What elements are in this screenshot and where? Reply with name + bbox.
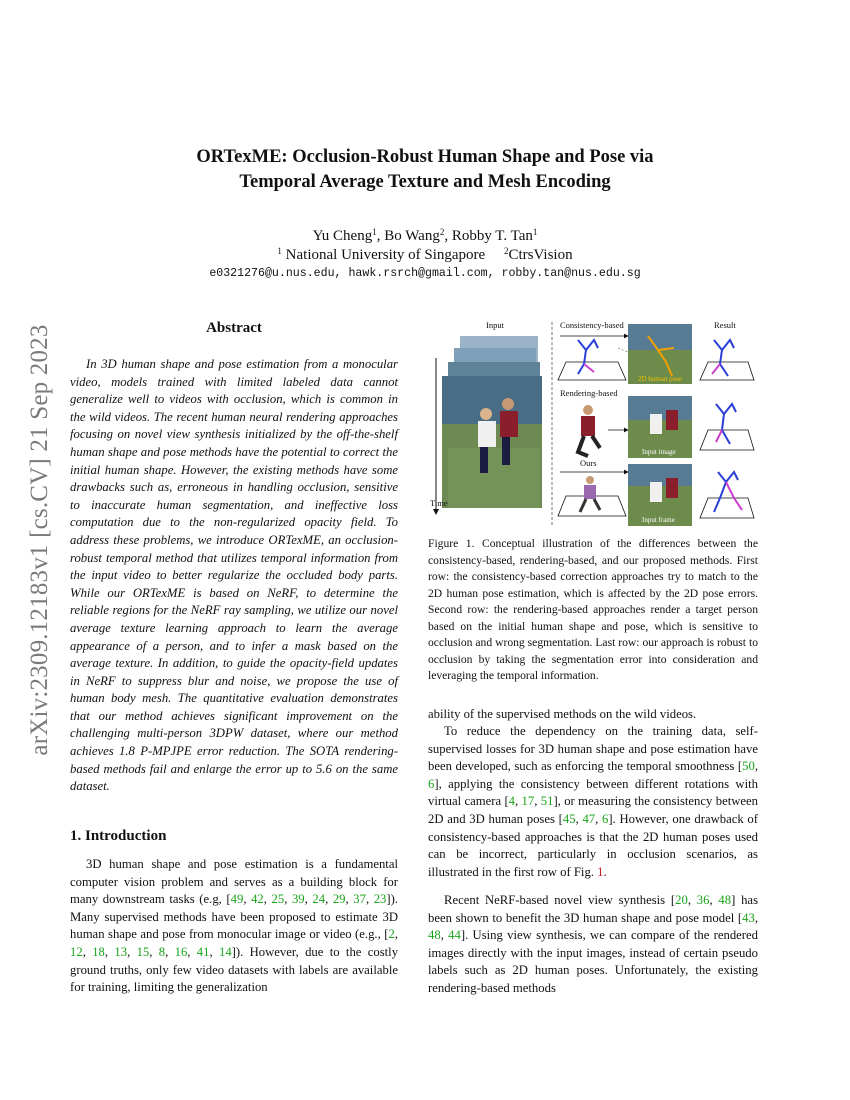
citation-link[interactable]: 16 (174, 944, 188, 959)
citation-link[interactable]: 44 (448, 928, 461, 943)
fig-label-consistency: Consistency-based (560, 320, 624, 330)
citation-link[interactable]: 43 (742, 910, 755, 925)
row2-rendered-person (578, 405, 600, 456)
citation-link[interactable]: 48 (718, 893, 732, 907)
citation-link[interactable]: 18 (92, 944, 105, 959)
abstract-text: In 3D human shape and pose estimation from a monocular video, models trained with limited labeled data cannot generalize well to videos with occlusion, which is common in the wild videos. The recent human neural rendering approaches focusing on novel view synthesis initialized by the off-the-shelf human shape and pose methods have the potential to correct the initial human shape. However, the existing methods have some drawbacks such as, erroneous in handling occlusion, sensitive to inaccurate human segmentation, and ineffective loss computation due to the non-regularized opacity field. To address these problems, we introduce ORTexME, an occlusion-robust temporal method that utilizes temporal information from the input video to better regularize the occluded body parts. While our ORTexME is based on NeRF, to determine the reliable regions for the NeRF ray sampling, we utilize our novel average texture learning approach to learn the average appearance of a person, and to infer a mask based on the average texture. In addition, to guide the opacity-field updates in NeRF to suppress blur and noise, we propose the use of human body mesh. The quantitative evaluation demonstrates that our method achieves significant improvement on the challenging multi-person 3DPW dataset, where our method achieves 1.8 P-MPJPE error reduction. The SOTA rendering-based methods fail and enlarge the error up to 5.6 on the same dataset. (70, 357, 398, 794)
fig-label-input: Input (486, 320, 504, 330)
author-sup: 1 (532, 227, 538, 237)
citation-link[interactable]: 4 (508, 794, 516, 809)
author-name: Robby T. Tan (451, 228, 533, 244)
figure-1-caption: Figure 1. Conceptual illustration of the differences between the consistency-based, rendering-based, and our proposed methods. First row: the consistency-based correction approaches try to match to the 2D human pose estimation, which is affected by the 2D pose errors. Second row: the rendering-based approaches render a target person based on the initial human shape and pose, which is sensitive to occlusion and wrong segmentation. Last row: our approach is robust to occlusion by taking the segmentation error into consideration and leveraging the temporal information. (428, 537, 758, 682)
row1-mesh-skeleton (558, 340, 626, 380)
citation-link[interactable]: 6 (602, 811, 609, 826)
author-sup: 1 (372, 227, 377, 237)
row1-result (700, 340, 754, 380)
figure-1-graphic (428, 318, 758, 530)
figure-1 (428, 318, 758, 530)
author-name: Yu Cheng (312, 228, 373, 244)
right-paragraph-2: Recent NeRF-based novel view synthesis [20, 36, 48] has been shown to benefit the 3D human shape and pose model [43, 48, 44]. Using view synthesis, we can compare of the rendered images directly with the input images, instead of certain pseudo labels such as 2D human poses. Unfortunately, the existing rendering-based methods (428, 893, 759, 995)
citation-link[interactable]: 23 (373, 892, 387, 907)
citation-link[interactable]: 36 (696, 893, 710, 907)
intro-heading: 1. Introduction (70, 828, 167, 844)
input-frame-stack (442, 336, 542, 508)
figure-ref-link[interactable]: 1 (597, 864, 604, 879)
citation-link[interactable]: 42 (251, 892, 264, 907)
row3-result (700, 472, 754, 518)
citation-link[interactable]: 24 (312, 892, 326, 907)
row2-result (700, 404, 754, 450)
right-paragraph-1: To reduce the dependency on the training data, self-supervised losses for 3D human shape and pose estimation have been developed, such as enforcing the temporal smoothness [50, 6], applying the consistency between different rotations with virtual camera [4, 17, 51], or measuring the consistency between 2D and 3D human poses [45, 47, 6]. However, one drawback of consistency-based approaches is that the 2D human poses used can be incorrect, particularly in occlusion scenarios, as illustrated in the first row of Fig. 1. (428, 724, 759, 879)
fig-label-2d-pose: 2D human pose (638, 375, 682, 383)
citation-link[interactable]: 2 (388, 927, 395, 942)
fig-label-ours: Ours (580, 458, 597, 468)
citation-link[interactable]: 50 (742, 759, 755, 774)
affil-name: National University of Singapore (285, 247, 486, 263)
citation-link[interactable]: 14 (218, 944, 232, 959)
citation-link[interactable]: 51 (540, 794, 554, 809)
citation-link[interactable]: 6 (428, 776, 435, 791)
row3-mesh-person (558, 476, 626, 516)
citation-link[interactable]: 37 (353, 892, 366, 907)
paper-title (100, 145, 750, 195)
affil-sup: 1 (277, 246, 282, 256)
citation-link[interactable]: 48 (428, 928, 441, 943)
citation-link[interactable]: 15 (136, 944, 150, 959)
fig-label-result: Result (714, 320, 736, 330)
affil-name: CtrsVision (508, 247, 573, 263)
author-sup: 2 (439, 227, 445, 237)
right-paragraph-0: ability of the supervised methods on the wild videos. (428, 707, 697, 721)
author-list: Yu Cheng$^1$, Bo Wang$^2$, Robby T. Tan$^1$ (312, 227, 538, 244)
fig-label-time: Time (430, 498, 448, 508)
fig-label-rendering: Rendering-based (560, 388, 618, 398)
citation-link[interactable]: 25 (271, 892, 285, 907)
citation-link[interactable]: 13 (114, 944, 128, 959)
citation-link[interactable]: 20 (675, 893, 688, 907)
author-emails: e0321276@u.nus.edu, hawk.rsrch@gmail.com, robby.tan@nus.edu.sg (209, 267, 641, 280)
arxiv-stamp (0, 0, 80, 1100)
citation-link[interactable]: 12 (70, 944, 83, 959)
citation-link[interactable]: 39 (291, 892, 305, 907)
fig-label-input-image: Input image (642, 448, 676, 456)
citation-link[interactable]: 29 (332, 892, 346, 907)
citation-link[interactable]: 41 (196, 944, 210, 959)
arxiv-id: arXiv:2309.12183v1 [cs.CV] 21 Sep 2023 (26, 324, 53, 756)
citation-link[interactable]: 45 (562, 811, 576, 826)
citation-link[interactable]: 49 (230, 892, 244, 907)
title-line-1: ORTexME: Occlusion-Robust Human Shape and Pose via (196, 147, 654, 167)
abstract-heading: Abstract (206, 320, 262, 336)
citation-link[interactable]: 8 (158, 944, 166, 959)
affil-sup: 2 (503, 246, 509, 256)
citation-link[interactable]: 47 (582, 811, 596, 826)
title-line-2: Temporal Average Texture and Mesh Encoding (239, 172, 611, 192)
affiliations (100, 245, 750, 265)
author-name: Bo Wang (384, 228, 440, 244)
fig-label-input-frame: Input frame (642, 516, 675, 524)
citation-link[interactable]: 17 (521, 794, 535, 809)
intro-paragraph: 3D human shape and pose estimation is a fundamental computer vision problem and serves as a building block for many downstream tasks (e.g, [49, 42, 25, 39, 24, 29, 37, 23]). Many supervised methods have been proposed to estimate 3D human shape and pose from monocular image or video (e.g., [2, 12, 18, 13, 15, 8, 16, 41, 14]). However, due to the costly ground truths, only few video datasets with labels are available for training, limiting the generalization (70, 857, 399, 995)
